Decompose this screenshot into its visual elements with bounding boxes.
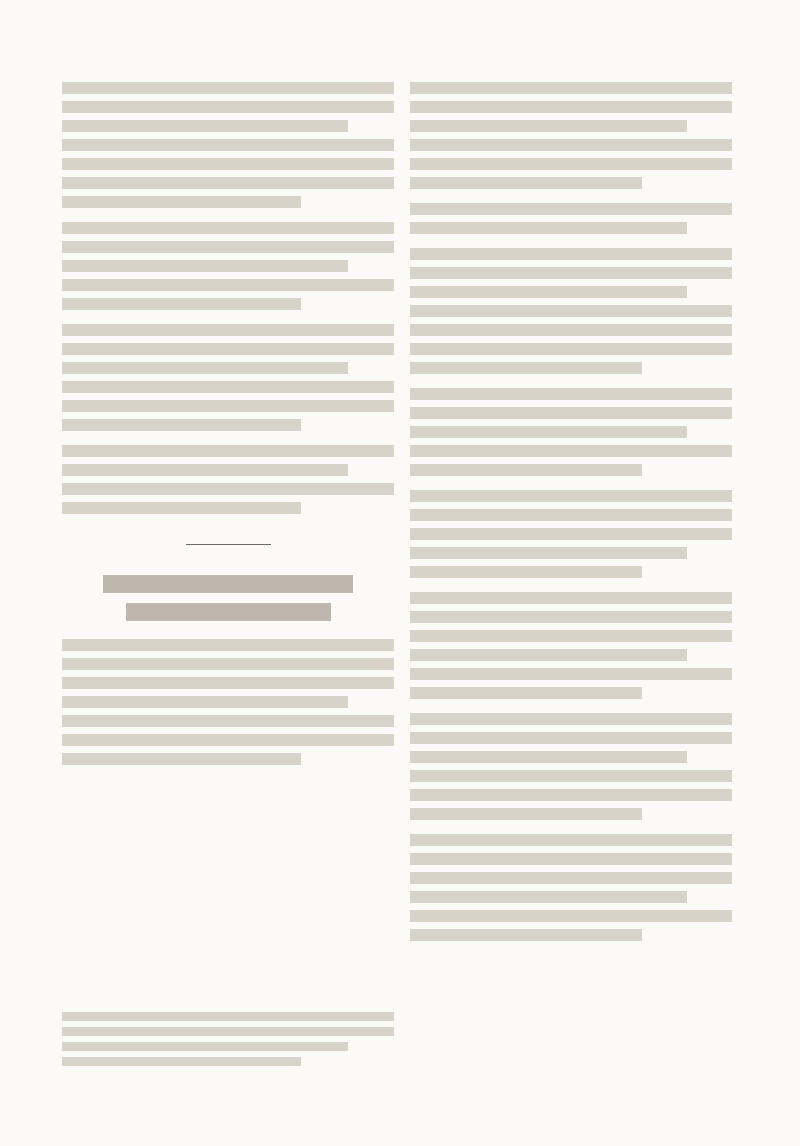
- paragraph-block: [410, 388, 732, 476]
- article-title: [103, 575, 353, 621]
- intro-paragraph: [62, 639, 394, 765]
- paragraph-block: [410, 82, 732, 189]
- paragraph-block: [62, 222, 394, 310]
- paragraph-block: [410, 592, 732, 699]
- paragraph-block: [410, 713, 732, 820]
- left-column: [62, 82, 394, 779]
- section-heading: [410, 203, 732, 234]
- paragraph-block: [410, 490, 732, 578]
- running-header: [62, 44, 738, 74]
- right-column: [410, 82, 732, 955]
- footnote: [62, 1012, 394, 1072]
- paragraph-block: [62, 82, 394, 208]
- paragraph-block: [62, 445, 394, 514]
- paragraph-block: [410, 834, 732, 941]
- paragraph-block: [62, 324, 394, 431]
- paragraph-block: [410, 248, 732, 374]
- section-divider: [186, 544, 271, 545]
